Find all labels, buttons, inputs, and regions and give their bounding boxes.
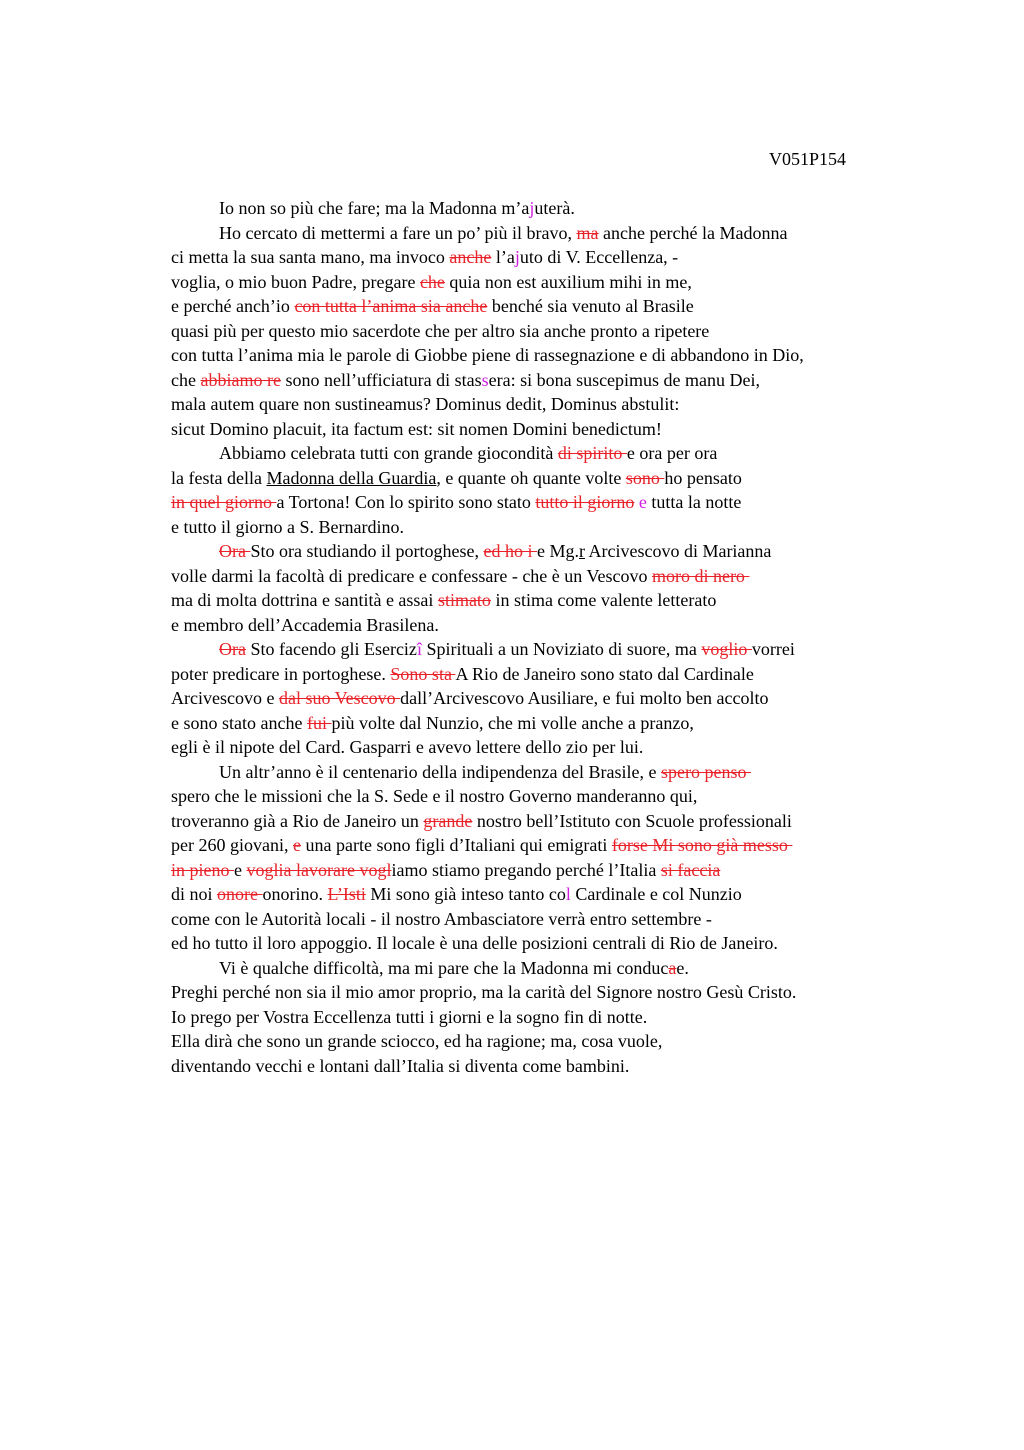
text-line xyxy=(171,858,931,883)
text-line xyxy=(171,686,931,711)
text-segment: sicut Domino placuit, ita factum est: sit nomen Domini benedictum! xyxy=(171,418,662,439)
text-segment: troveranno già a Rio de Janeiro un xyxy=(171,810,424,831)
text-segment: quasi più per questo mio sacerdote che per altro sia anche pronto a ripetere xyxy=(171,320,710,341)
inserted-text: s xyxy=(481,369,489,390)
text-line xyxy=(171,1029,931,1054)
text-segment: che xyxy=(171,369,201,390)
deleted-text: L’Isti xyxy=(327,884,366,904)
text-line xyxy=(171,466,931,491)
text-segment: onorino. xyxy=(262,884,328,904)
deleted-text: onore xyxy=(217,884,263,904)
deleted-text: fui xyxy=(306,712,332,733)
text-segment: Sto ora studiando il portoghese, xyxy=(250,541,484,561)
text-line xyxy=(171,441,931,466)
text-segment: come con le Autorità locali - il nostro Ambasciatore verrà entro settembre - xyxy=(171,908,712,929)
text-line xyxy=(171,907,931,932)
text-line xyxy=(171,613,931,638)
text-segment: mala autem quare non sustineamus? Dominus dedit, Dominus abstulit: xyxy=(171,394,680,414)
text-segment: a Tortona! Con lo spirito sono stato xyxy=(276,492,536,512)
deleted-text: in pieno xyxy=(171,859,234,880)
text-segment: anche perché la Madonna xyxy=(598,222,788,243)
text-segment: per 260 giovani, xyxy=(171,835,293,855)
text-segment: ed ho tutto il loro appoggio. Il locale è una delle posizioni centrali di Rio de Janeiro. xyxy=(171,933,778,953)
text-segment: A Rio de Janeiro sono stato dal Cardinale xyxy=(455,663,754,684)
deleted-text: stimato xyxy=(437,590,491,610)
deleted-text: forse Mi sono già messo xyxy=(611,835,793,855)
deleted-text: che xyxy=(419,271,445,292)
text-segment: uto di V. Eccellenza, - xyxy=(519,247,679,267)
text-segment: era: si bona suscepimus de manu Dei, xyxy=(488,369,761,390)
page-reference: V051P154 xyxy=(768,149,846,169)
text-line xyxy=(171,784,931,809)
deleted-text: tutto il giorno xyxy=(535,492,635,512)
text-line xyxy=(171,539,931,564)
text-line xyxy=(171,392,931,417)
text-line xyxy=(171,956,931,981)
text-segment: Ho cercato di mettermi a fare un po’ più il bravo, xyxy=(219,222,577,243)
text-segment: Ella dirà che sono un grande sciocco, ed ha ragione; ma, cosa vuole, xyxy=(171,1031,663,1051)
deleted-text: Ora xyxy=(219,541,251,561)
deleted-text: abbiamo re xyxy=(200,369,281,390)
text-segment: uterà. xyxy=(534,198,575,218)
text-line xyxy=(171,270,931,295)
deleted-text: Sono sta xyxy=(390,663,456,684)
underlined-text: Madonna della Guardia xyxy=(266,467,437,488)
deleted-text: voglio xyxy=(701,639,752,659)
text-line xyxy=(171,637,931,662)
text-segment: Io prego per Vostra Eccellenza tutti i giorni e la sogno fin di notte. xyxy=(171,1006,648,1027)
text-line xyxy=(171,662,931,687)
text-segment: Spirituali a un Noviziato di suore, ma xyxy=(421,639,702,659)
text-segment: voglia, o mio buon Padre, pregare xyxy=(171,271,420,292)
inserted-text: j xyxy=(514,247,520,267)
text-segment: iamo stiamo pregando perché l’Italia xyxy=(391,859,661,880)
text-segment: dall’Arcivescovo Ausiliare, e fui molto ben accolto xyxy=(400,688,769,708)
text-segment: e. xyxy=(676,957,689,978)
text-line xyxy=(171,294,931,319)
text-segment: Cardinale e col Nunzio xyxy=(570,884,742,904)
deleted-text: grande xyxy=(423,810,473,831)
inserted-text: î xyxy=(416,639,422,659)
deleted-text: dal suo Vescovo xyxy=(278,688,401,708)
text-segment: e membro dell’Accademia Brasilena. xyxy=(171,614,439,635)
text-segment: ma di molta dottrina e santità e assai xyxy=(171,590,438,610)
deleted-text: e xyxy=(292,835,301,855)
text-line xyxy=(171,245,931,270)
text-segment: ho pensato xyxy=(664,467,742,488)
text-segment: vorrei xyxy=(751,639,795,659)
text-line xyxy=(171,735,931,760)
text-segment: poter predicare in portoghese. xyxy=(171,663,391,684)
inserted-text: l xyxy=(565,884,571,904)
text-line xyxy=(171,882,931,907)
text-line xyxy=(171,319,931,344)
deleted-text: sono xyxy=(625,467,665,488)
text-segment: sono nell’ufficiatura di stas xyxy=(280,369,482,390)
inserted-text: e xyxy=(638,492,647,512)
text-segment: , e quante oh quante volte xyxy=(436,467,626,488)
text-segment: di noi xyxy=(171,884,218,904)
text-segment: l’a xyxy=(491,247,515,267)
text-segment: Arcivescovo di Marianna xyxy=(584,541,772,561)
text-line xyxy=(171,564,931,589)
deleted-text: a xyxy=(668,957,677,978)
text-segment: e tutto il giorno a S. Bernardino. xyxy=(171,516,404,537)
text-segment: con tutta l’anima mia le parole di Giobbe piene di rassegnazione e di abbandono in Dio, xyxy=(171,345,804,365)
text-segment: Preghi perché non sia il mio amor proprio, ma la carità del Signore nostro Gesù Cristo. xyxy=(171,982,797,1002)
text-segment: Arcivescovo e xyxy=(171,688,279,708)
text-segment: Vi è qualche difficoltà, ma mi pare che la Madonna mi conduc xyxy=(219,957,669,978)
deleted-text: ed ho i xyxy=(483,541,537,561)
deleted-text: si faccia xyxy=(660,859,721,880)
text-line xyxy=(171,417,931,442)
text-segment: e sono stato anche xyxy=(171,712,307,733)
text-segment: spero che le missioni che la S. Sede e il nostro Governo manderanno qui, xyxy=(171,786,698,806)
text-line xyxy=(171,931,931,956)
text-line xyxy=(171,1005,931,1030)
text-segment: benché sia venuto al Brasile xyxy=(487,296,694,316)
text-line xyxy=(171,833,931,858)
text-line xyxy=(171,368,931,393)
text-segment: e perché anch’io xyxy=(171,296,295,316)
text-segment: Io non so più che fare; ma la Madonna m’a xyxy=(219,198,530,218)
deleted-text: con tutta l’anima sia anche xyxy=(294,296,488,316)
deleted-text: ma xyxy=(576,222,599,243)
text-segment: tutta la notte xyxy=(646,492,742,512)
text-segment: diventando vecchi e lontani dall’Italia si diventa come bambini. xyxy=(171,1055,630,1076)
text-segment: Sto facendo gli Eserciz xyxy=(245,639,417,659)
text-segment: più volte dal Nunzio, che mi volle anche a pranzo, xyxy=(331,712,694,733)
text-segment: Abbiamo celebrata tutti con grande giocondità xyxy=(219,443,558,463)
text-line xyxy=(171,515,931,540)
text-segment: in stima come valente letterato xyxy=(490,590,717,610)
text-segment: ci metta la sua santa mano, ma invoco xyxy=(171,247,450,267)
text-segment: la festa della xyxy=(171,467,267,488)
deleted-text: in quel giorno xyxy=(171,492,277,512)
text-line xyxy=(171,490,931,515)
underlined-text: r xyxy=(578,541,585,561)
letter-body xyxy=(171,196,931,1078)
text-segment: Un altr’anno è il centenario della indipendenza del Brasile, e xyxy=(219,761,661,782)
text-line xyxy=(171,196,931,221)
text-line xyxy=(171,711,931,736)
text-segment: e ora per ora xyxy=(626,443,718,463)
text-line xyxy=(171,221,931,246)
deleted-text: di spirito xyxy=(557,443,627,463)
deleted-text: moro di nero xyxy=(651,565,750,586)
text-line xyxy=(171,980,931,1005)
text-line xyxy=(171,588,931,613)
deleted-text: Ora xyxy=(219,639,246,659)
text-line xyxy=(171,809,931,834)
text-segment: egli è il nipote del Card. Gasparri e avevo lettere dello zio per lui. xyxy=(171,737,644,757)
deleted-text: voglia lavorare vogl xyxy=(246,859,392,880)
text-segment: volle darmi la facoltà di predicare e confessare - che è un Vescovo xyxy=(171,565,652,586)
text-line xyxy=(171,343,931,368)
deleted-text: spero penso xyxy=(660,761,751,782)
deleted-text: anche xyxy=(449,247,492,267)
inserted-text: j xyxy=(529,198,535,218)
text-line xyxy=(171,1054,931,1079)
text-segment: e Mg. xyxy=(536,541,579,561)
text-segment: e xyxy=(234,859,247,880)
text-line xyxy=(171,760,931,785)
text-segment: Mi sono già inteso tanto co xyxy=(365,884,566,904)
text-segment: quia non est auxilium mihi in me, xyxy=(444,271,692,292)
text-segment: una parte sono figli d’Italiani qui emigrati xyxy=(300,835,612,855)
text-segment: nostro bell’Istituto con Scuole professionali xyxy=(472,810,792,831)
